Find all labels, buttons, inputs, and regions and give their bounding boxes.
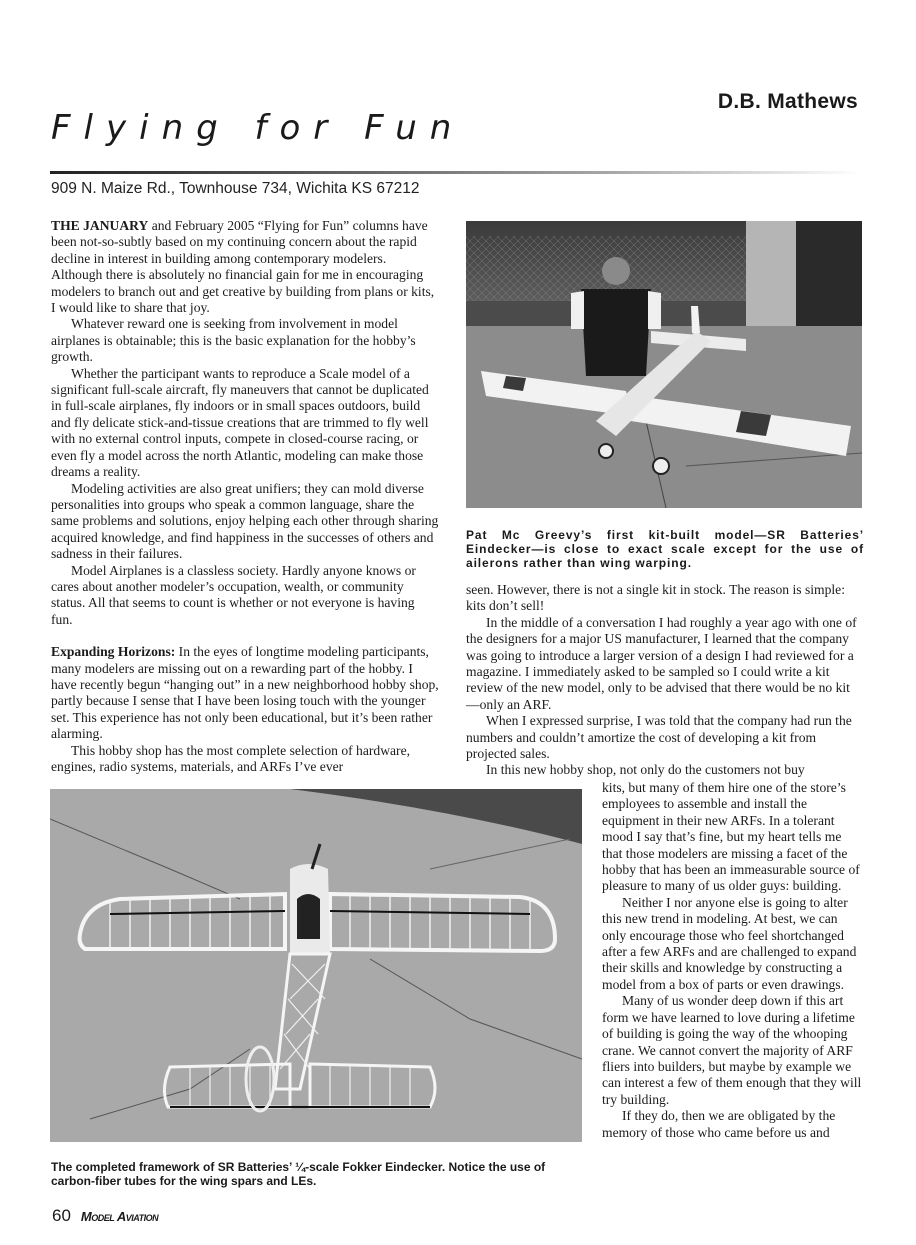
paragraph-subhead: Expanding Horizons: In the eyes of longtime modeling participants, many modelers are missing out on a rewarding part of the hobby. I have recently begun “hanging out” in a new neighborhood hobby shop, partly because I sense that I have been losing touch with the younger set. This experience has not only been educational, but it’s been rather alarming. [51, 644, 439, 742]
paragraph: Modeling activities are also great unifiers; they can mold diverse personalities into groups who speak a common language, share the same problems and solutions, enjoy helping each other through sharing acquired knowledge, and find happiness in the successes of others and sadness in their failures. [51, 480, 439, 562]
paragraph: In the middle of a conversation I had roughly a year ago with one of the designers for a major US manufacturer, I learned that the company was going to introduce a larger version of a design I had reviewed for a magazine. I immediately asked to be sampled so I could write a kit review of the new model, only to be advised that there would be no kit—only an ARF. [466, 614, 857, 712]
paragraph: seen. However, there is not a single kit in stock. The reason is simple: kits don’t sell! [466, 582, 845, 614]
lead-in: THE JANUARY [51, 218, 149, 233]
paragraph: Whether the participant wants to reproduce a Scale model of a significant full-scale aircraft, fly maneuvers that cannot be duplicated in full-scale airplanes, fly indoors or in small spaces outdoors, build and fly delicate stick-and-tissue creations that are trimmed to fly well with no external control inputs, compete in closed-course racing, or even fly a model across the north Atlantic, modeling can make those dreams a reality. [51, 365, 429, 480]
article-column-left [51, 218, 439, 775]
photo-eindecker-with-builder [466, 221, 862, 508]
article-column-right-bottom [602, 780, 864, 1141]
photo-caption-1: Pat Mc Greevy’s first kit-built model—SR Batteries’ Eindecker—is close to exact scale except for the use of ailerons rather than wing warping. [466, 528, 864, 570]
magazine-name: Model Aviation [80, 1209, 159, 1224]
paragraph: When I expressed surprise, I was told that the company had run the numbers and couldn’t amortize the cost of developing a kit from projected sales. [466, 713, 852, 762]
photo-image [50, 789, 582, 1142]
paragraph: If they do, then we are obligated by the memory of those who came before us and [602, 1108, 836, 1140]
paragraph: kits, but many of them hire one of the store’s employees to assemble and install the equipment in their new ARFs. In a tolerant mood I say that’s fine, but my heart tells me that those modelers are missing a facet of the hobby that has been an immeasurable source of pleasure to many of us older guys: building. [602, 780, 860, 894]
subhead: Expanding Horizons: [51, 644, 176, 660]
page-number: 60 [52, 1206, 71, 1225]
page-footer [52, 1206, 158, 1226]
paragraph: Model Airplanes is a classless society. Hardly anyone knows or cares about another modeler’s occupation, wealth, or community status. All that seems to count is whether or not everyone is having fun. [51, 562, 416, 627]
author-address: 909 N. Maize Rd., Townhouse 734, Wichita KS 67212 [51, 180, 420, 197]
paragraph: In this new hobby shop, not only do the customers not buy [486, 762, 805, 778]
author-name: D.B. Mathews [717, 90, 858, 113]
paragraph: THE JANUARY and February 2005 “Flying for Fun” columns have been not-so-subtly based on my continuing concern about the rapid decline in interest in building among contemporary modelers. Although there is absolutely no financial gain for me in encouraging modelers to branch out and get creative by building from plans or kits, I would like to share that joy. [51, 218, 435, 316]
photo-eindecker-framework [50, 789, 582, 1142]
paragraph: Whatever reward one is seeking from involvement in model airplanes is obtainable; this is the basic explanation for the hobby’s growth. [51, 316, 416, 365]
column-title: Flying for Fun [51, 108, 465, 148]
paragraph: Many of us wonder deep down if this art form we have learned to love during a lifetime of building is going the way of the whooping crane. We cannot convert the majority of ARF fliers into builders, but maybe by example we can interest a few of them enough that they will try building. [602, 993, 862, 1107]
article-column-right-top [466, 582, 862, 779]
paragraph: Neither I nor anyone else is going to alter this new trend in modeling. At best, we can only encourage those who feel shortchanged after a few ARFs and are challenged to expand their skills and knowledge by constructing a model from a box of parts or even drawings. [602, 894, 857, 992]
photo-caption-2: The completed framework of SR Batteries’ ¼-scale Fokker Eindecker. Notice the use of carbon-fiber tubes for the wing spars and LEs. [51, 1160, 546, 1188]
photo-image [466, 221, 862, 508]
header-rule [50, 171, 862, 174]
paragraph: This hobby shop has the most complete selection of hardware, engines, radio systems, materials, and ARFs I’ve ever [51, 742, 411, 774]
